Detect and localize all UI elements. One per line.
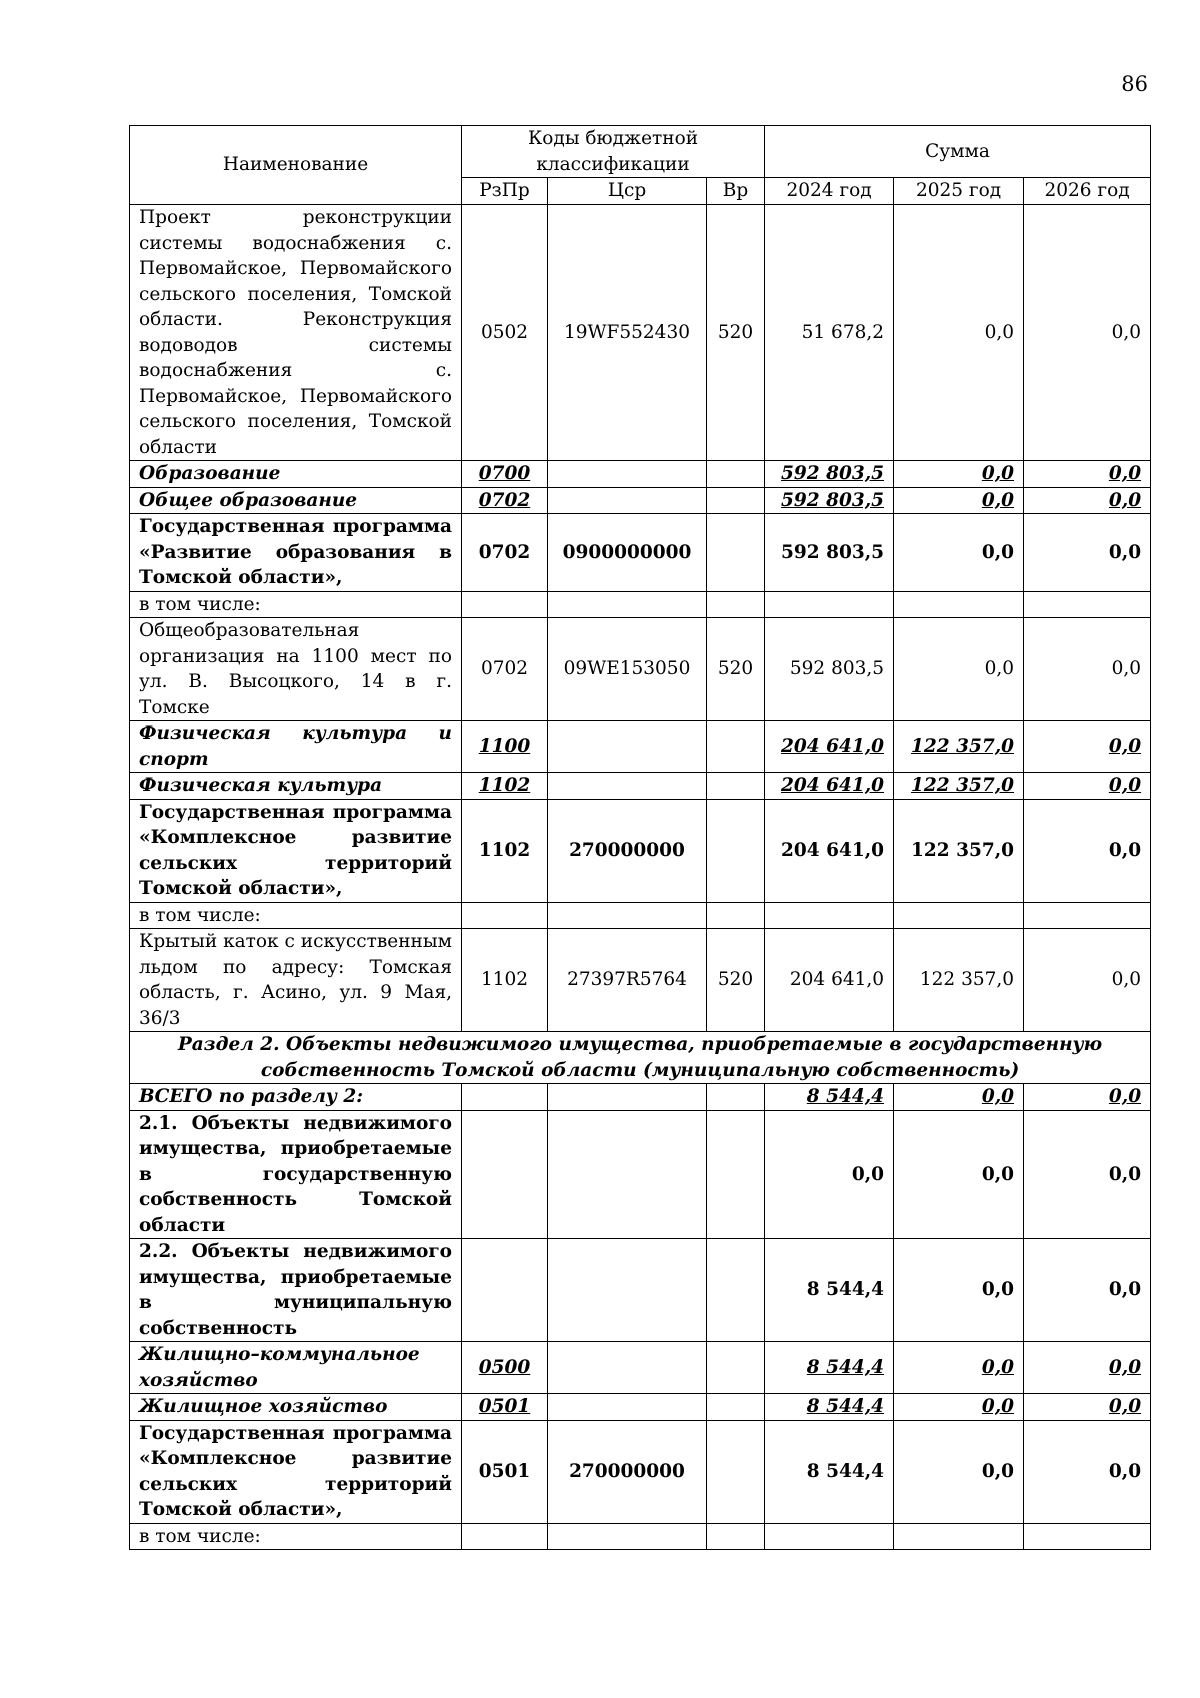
row-2024: 8 544,4 [765,1239,894,1342]
row-2024: 204 641,0 [765,929,894,1032]
row-2026: 0,0 [1024,721,1151,773]
section-title: Раздел 2. Объекты недвижимого имущества, приобретаемые в государственную собственность Томской области (муниципальную собственность) [130,1032,1151,1084]
row-vr [707,514,765,592]
row-vr [707,1523,765,1550]
row-2026: 0,0 [1024,1342,1151,1394]
row-csr [548,1342,707,1394]
row-2026: 0,0 [1024,1420,1151,1523]
row-2025: 122 357,0 [894,773,1024,800]
table-row [130,929,1151,1032]
row-name: Физическая культура и спорт [130,721,462,773]
row-csr: 270000000 [548,1420,707,1523]
row-2025 [894,902,1024,929]
row-2025 [894,1523,1024,1550]
row-2026: 0,0 [1024,1084,1151,1111]
row-name: Проект реконструкции системы водоснабжения с. Первомайское, Первомайского сельского поселения, Томской области. Реконструкция водоводов системы водоснабжения с. Первомайское, Первомайского сельского поселения, Томской области [130,205,462,461]
row-2026: 0,0 [1024,461,1151,488]
row-2026: 0,0 [1024,929,1151,1032]
row-csr: 09WE153050 [548,618,707,721]
row-csr [548,773,707,800]
row-rzpr: 0702 [462,487,548,514]
table-row [130,1110,1151,1239]
row-2026: 0,0 [1024,205,1151,461]
row-rzpr [462,902,548,929]
row-vr [707,461,765,488]
row-name: Государственная программа «Развитие образования в Томской области», [130,514,462,592]
row-rzpr: 1102 [462,773,548,800]
row-csr [548,591,707,618]
row-2026: 0,0 [1024,514,1151,592]
table-row [130,487,1151,514]
row-csr [548,1110,707,1239]
row-2024: 0,0 [765,1110,894,1239]
row-name: ВСЕГО по разделу 2: [130,1084,462,1111]
row-csr: 270000000 [548,799,707,902]
row-2025: 0,0 [894,461,1024,488]
row-name: в том числе: [130,591,462,618]
row-rzpr [462,591,548,618]
row-2024: 592 803,5 [765,461,894,488]
table-row [130,591,1151,618]
table-row [130,721,1151,773]
header-vr: Вр [707,178,765,205]
table-row [130,773,1151,800]
row-2026: 0,0 [1024,1239,1151,1342]
row-2025: 122 357,0 [894,929,1024,1032]
row-vr [707,773,765,800]
table-row [130,1394,1151,1421]
row-vr [707,1239,765,1342]
table-row [130,618,1151,721]
row-2024: 8 544,4 [765,1342,894,1394]
row-name: Крытый каток с искусственным льдом по адресу: Томская область, г. Асино, ул. 9 Мая, 36/3 [130,929,462,1032]
table-row [130,1420,1151,1523]
row-name: Жилищно–коммунальное хозяйство [130,1342,462,1394]
row-2024: 8 544,4 [765,1394,894,1421]
row-2025: 0,0 [894,487,1024,514]
row-vr: 520 [707,929,765,1032]
row-2024: 51 678,2 [765,205,894,461]
row-name: в том числе: [130,902,462,929]
row-name: в том числе: [130,1523,462,1550]
row-name: Общеобразовательная организация на 1100 мест по ул. В. Высоцкого, 14 в г. Томске [130,618,462,721]
row-2025: 0,0 [894,1110,1024,1239]
row-rzpr [462,1110,548,1239]
header-name: Наименование [130,126,462,205]
row-rzpr: 0501 [462,1394,548,1421]
row-vr: 520 [707,205,765,461]
row-name: Образование [130,461,462,488]
section-header-row [130,1032,1151,1084]
row-name: 2.2. Объекты недвижимого имущества, приобретаемые в муниципальную собственность [130,1239,462,1342]
row-name: Государственная программа «Комплексное развитие сельских территорий Томской области», [130,1420,462,1523]
row-vr [707,902,765,929]
row-rzpr: 0502 [462,205,548,461]
row-name: Жилищное хозяйство [130,1394,462,1421]
row-vr [707,1110,765,1239]
row-csr [548,1394,707,1421]
row-csr [548,487,707,514]
table-row [130,1342,1151,1394]
row-2025: 0,0 [894,205,1024,461]
row-2024: 204 641,0 [765,799,894,902]
row-vr [707,1420,765,1523]
row-name: Общее образование [130,487,462,514]
row-2025: 122 357,0 [894,721,1024,773]
row-2025: 0,0 [894,1394,1024,1421]
row-2025: 0,0 [894,1342,1024,1394]
row-vr [707,1084,765,1111]
row-2025: 0,0 [894,514,1024,592]
row-vr [707,799,765,902]
header-csr: Цср [548,178,707,205]
row-rzpr [462,1239,548,1342]
row-vr [707,721,765,773]
row-rzpr: 0501 [462,1420,548,1523]
row-2026: 0,0 [1024,1394,1151,1421]
row-2026 [1024,591,1151,618]
table-header [130,126,1151,205]
budget-table [129,125,1151,1550]
row-2026: 0,0 [1024,618,1151,721]
header-rzpr: РзПр [462,178,548,205]
header-2024: 2024 год [765,178,894,205]
row-2026: 0,0 [1024,799,1151,902]
table-row [130,1523,1151,1550]
row-csr [548,1084,707,1111]
row-rzpr: 0500 [462,1342,548,1394]
row-2026: 0,0 [1024,487,1151,514]
row-rzpr: 0702 [462,514,548,592]
row-rzpr [462,1523,548,1550]
row-rzpr: 0702 [462,618,548,721]
row-2025: 122 357,0 [894,799,1024,902]
page-number: 86 [1121,72,1148,96]
row-rzpr: 1100 [462,721,548,773]
header-2025: 2025 год [894,178,1024,205]
row-csr [548,461,707,488]
row-2026 [1024,1523,1151,1550]
row-2025: 0,0 [894,1420,1024,1523]
row-2025 [894,591,1024,618]
table-row [130,461,1151,488]
row-2024 [765,591,894,618]
row-2024: 592 803,5 [765,487,894,514]
row-2025: 0,0 [894,1239,1024,1342]
row-2025: 0,0 [894,1084,1024,1111]
header-sum-group: Сумма [765,126,1151,178]
row-2026 [1024,902,1151,929]
table-row [130,514,1151,592]
row-csr [548,902,707,929]
row-name: Государственная программа «Комплексное развитие сельских территорий Томской области», [130,799,462,902]
table-row [130,799,1151,902]
table-row [130,1239,1151,1342]
row-2024: 592 803,5 [765,618,894,721]
row-2024 [765,1523,894,1550]
row-csr: 0900000000 [548,514,707,592]
row-2024: 8 544,4 [765,1420,894,1523]
row-csr: 19WF552430 [548,205,707,461]
row-2026: 0,0 [1024,1110,1151,1239]
header-2026: 2026 год [1024,178,1151,205]
row-vr [707,591,765,618]
row-csr [548,1523,707,1550]
row-2024: 592 803,5 [765,514,894,592]
row-rzpr: 1102 [462,929,548,1032]
row-2024: 204 641,0 [765,773,894,800]
row-csr [548,1239,707,1342]
row-rzpr [462,1084,548,1111]
row-2024: 204 641,0 [765,721,894,773]
row-vr [707,487,765,514]
table-row [130,1084,1151,1111]
row-name: Физическая культура [130,773,462,800]
row-2025: 0,0 [894,618,1024,721]
row-rzpr: 0700 [462,461,548,488]
row-2024: 8 544,4 [765,1084,894,1111]
row-name: 2.1. Объекты недвижимого имущества, приобретаемые в государственную собственность Томской области [130,1110,462,1239]
row-csr [548,721,707,773]
row-rzpr: 1102 [462,799,548,902]
row-2024 [765,902,894,929]
table-row [130,902,1151,929]
row-2026: 0,0 [1024,773,1151,800]
row-vr [707,1342,765,1394]
header-codes-group: Коды бюджетной классификации [462,126,765,178]
table-row [130,205,1151,461]
row-csr: 27397R5764 [548,929,707,1032]
row-vr [707,1394,765,1421]
row-vr: 520 [707,618,765,721]
